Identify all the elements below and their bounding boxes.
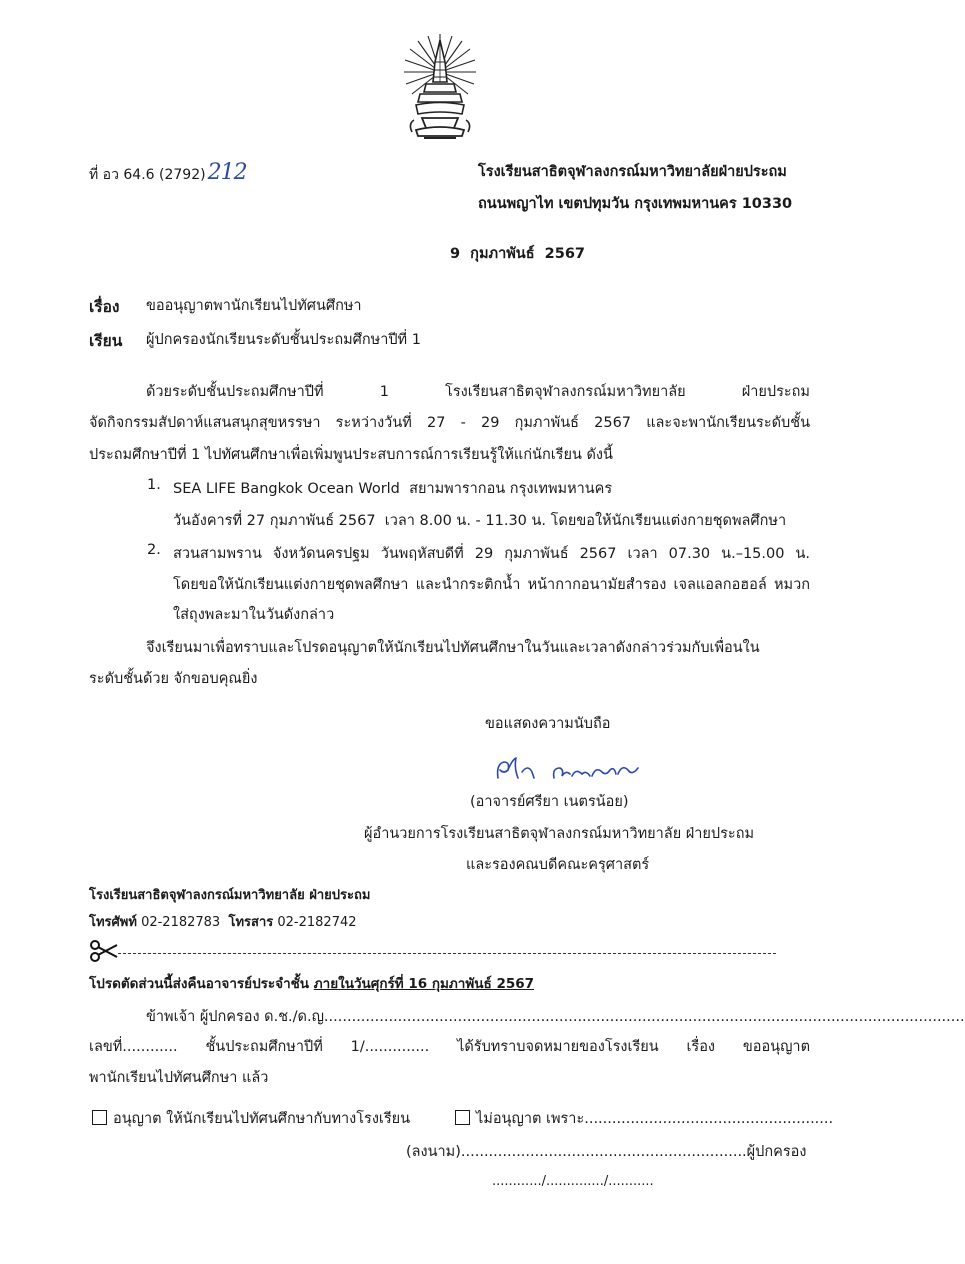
slip-deadline: ภายในวันศุกร์ที่ 16 กุมภาพันธ์ 2567 bbox=[313, 976, 535, 992]
item2-line3: ใส่ถุงพละมาในวันดังกล่าว bbox=[173, 607, 335, 623]
scissors-icon bbox=[89, 940, 119, 962]
item1-line2: วันอังคารที่ 27 กุมภาพันธ์ 2567 เวลา 8.00 น. - 11.30 น. โดยขอให้นักเรียนแต่งกายชุดพลศึกษา bbox=[173, 513, 787, 529]
slip-line1-dots: .......................................................................................................................................... bbox=[328, 1009, 965, 1025]
body-p2-line2: ระดับชั้นด้วย จักขอบคุณยิ่ง bbox=[89, 671, 258, 687]
item2-line2: โดยขอให้นักเรียนแต่งกายชุดพลศึกษา และนำกระติกน้ำ หน้ากากอนามัยสำรอง เจลแอลกอฮอล์ หมวก bbox=[173, 577, 810, 593]
slip-instruction bbox=[89, 972, 534, 994]
letter-date: 9 กุมภาพันธ์ 2567 bbox=[450, 246, 585, 262]
subject-text: ขออนุญาตพานักเรียนไปทัศนศึกษา bbox=[146, 298, 362, 314]
body-p1-line3: ประถมศึกษาปีที่ 1 ไปทัศนศึกษาเพื่อเพิ่มพูนประสบการณ์การเรียนรู้ให้แก่นักเรียน ดังนี้ bbox=[89, 447, 613, 463]
option-allow-label: อนุญาต ให้นักเรียนไปทัศนศึกษากับทางโรงเรียน bbox=[113, 1111, 411, 1127]
item2-line1: สวนสามพราน จังหวัดนครปฐม วันพฤหัสบดีที่ 29 กุมภาพันธ์ 2567 เวลา 07.30 น.–15.00 น. bbox=[173, 546, 810, 562]
slip-line-3: พานักเรียนไปทัศนศึกษา แล้ว bbox=[89, 1070, 269, 1086]
slip-instruction-text: โปรดตัดส่วนนี้ส่งคืนอาจารย์ประจำชั้น bbox=[89, 976, 314, 992]
phone-number: 02-2182783 bbox=[141, 915, 221, 930]
sign-date-line: ............/............../........... bbox=[492, 1174, 654, 1189]
fax-number: 02-2182742 bbox=[277, 915, 357, 930]
handwritten-ref: 212 bbox=[207, 160, 247, 185]
phone-label: โทรศัพท์ bbox=[89, 915, 137, 930]
slip-line-1 bbox=[146, 1005, 965, 1028]
body-p1-line2: จัดกิจกรรมสัปดาห์แสนสนุกสุขหรรษา ระหว่างวันที่ 27 - 29 กุมภาพันธ์ 2567 และจะพานักเรียนระดับชั้น bbox=[89, 415, 810, 431]
reference-number-text: ที่ อว 64.6 (2792) bbox=[89, 167, 206, 183]
signer-name: (อาจารย์ศรียา เนตรน้อย) bbox=[470, 794, 629, 810]
option-deny-label: ไม่อนุญาต เพราะ...................................................... bbox=[476, 1111, 834, 1127]
guardian-sign-line: (ลงนาม)..............................................................ผู้ปกครอง bbox=[406, 1144, 807, 1160]
subject-label: เรื่อง bbox=[89, 298, 120, 316]
slip-line-2: เลขที่............ ชั้นประถมศึกษาปีที่ 1/.............. ได้รับทราบจดหมายของโรงเรียน เรื่อง ขออนุญาต bbox=[89, 1039, 810, 1055]
checkbox-icon[interactable] bbox=[92, 1110, 107, 1125]
slip-line1-prefix: ข้าพเจ้า ผู้ปกครอง ด.ช./ด.ญ. bbox=[146, 1009, 329, 1025]
footer-contact bbox=[89, 911, 357, 932]
fax-label: โทรสาร bbox=[228, 915, 274, 930]
handwritten-signature bbox=[492, 752, 652, 788]
option-deny[interactable] bbox=[455, 1107, 833, 1130]
addressee-text: ผู้ปกครองนักเรียนระดับชั้นประถมศึกษาปีที่ 1 bbox=[146, 332, 421, 348]
body-p1-line1: ด้วยระดับชั้นประถมศึกษาปีที่ 1 โรงเรียนสาธิตจุฬาลงกรณ์มหาวิทยาลัย ฝ่ายประถม bbox=[146, 384, 810, 400]
signer-title-1: ผู้อำนวยการโรงเรียนสาธิตจุฬาลงกรณ์มหาวิทยาลัย ฝ่ายประถม bbox=[364, 826, 755, 842]
closing-regards: ขอแสดงความนับถือ bbox=[485, 716, 611, 732]
footer-school: โรงเรียนสาธิตจุฬาลงกรณ์มหาวิทยาลัย ฝ่ายประถม bbox=[89, 888, 371, 903]
addressee-label: เรียน bbox=[89, 332, 123, 350]
option-allow[interactable] bbox=[92, 1107, 410, 1130]
signer-title-2: และรองคณบดีคณะครุศาสตร์ bbox=[466, 857, 650, 873]
school-name: โรงเรียนสาธิตจุฬาลงกรณ์มหาวิทยาลัยฝ่ายประถม bbox=[478, 164, 787, 180]
school-emblem-logo bbox=[402, 32, 478, 144]
item1-number: 1. bbox=[147, 477, 161, 493]
item1-line1: SEA LIFE Bangkok Ocean World สยามพารากอน กรุงเทพมหานคร bbox=[173, 481, 613, 497]
reference-number bbox=[89, 160, 247, 186]
school-address: ถนนพญาไท เขตปทุมวัน กรุงเทพมหานคร 10330 bbox=[478, 196, 793, 212]
item2-number: 2. bbox=[147, 542, 161, 558]
cut-line bbox=[118, 953, 776, 954]
checkbox-icon[interactable] bbox=[455, 1110, 470, 1125]
body-p2-line1: จึงเรียนมาเพื่อทราบและโปรดอนุญาตให้นักเรียนไปทัศนศึกษาในวันและเวลาดังกล่าวร่วมกับเพื่อนใน bbox=[146, 640, 760, 656]
